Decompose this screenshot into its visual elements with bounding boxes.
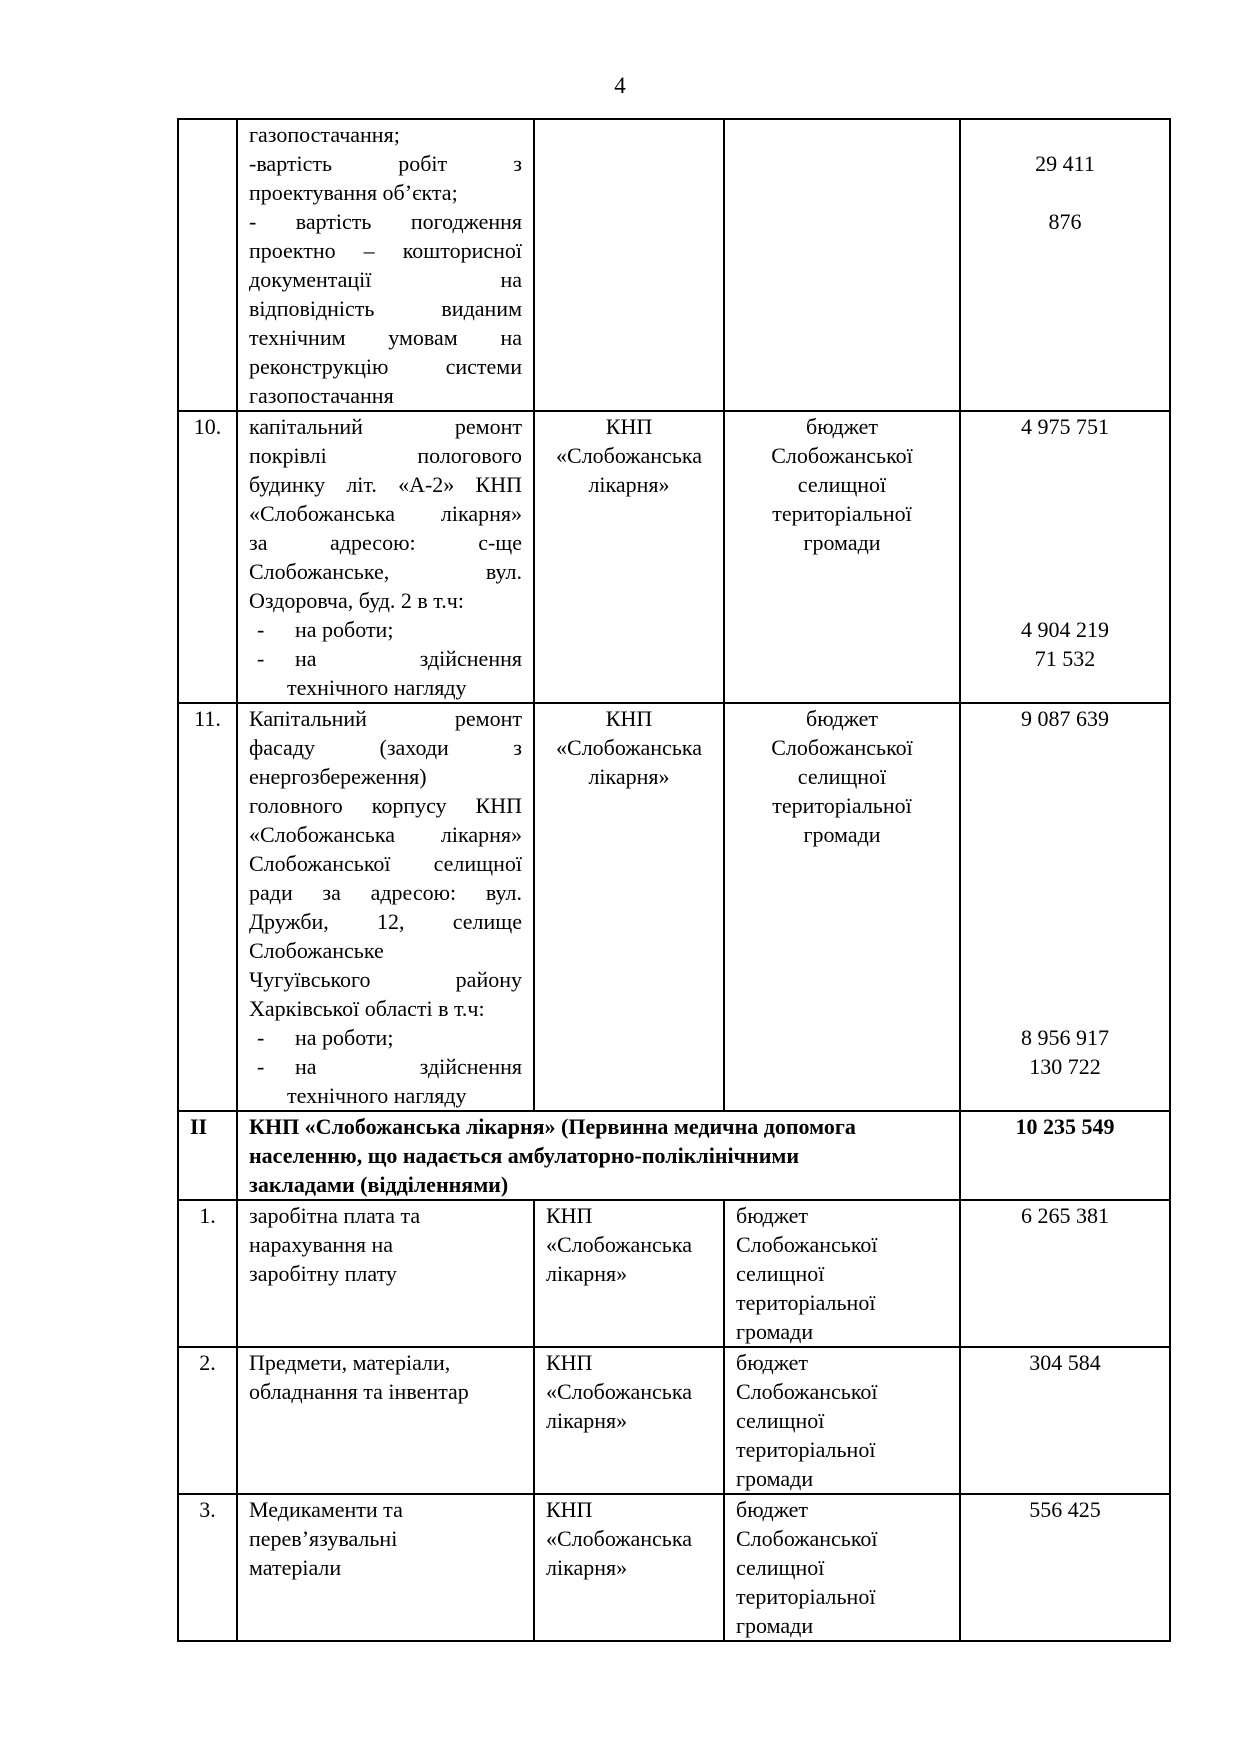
page-number: 4 [614,73,626,98]
section-title-line: КНП «Слобожанська лікарня» (Первинна медична допомога [249,1114,856,1139]
source-line: територіальної [772,793,912,818]
executor-line: КНП [605,706,653,731]
source-line: бюджет [806,706,878,731]
source-line: громади [803,822,881,847]
source-line: селищної [736,1408,825,1433]
name-line: -вартість робіт з [249,151,522,176]
row-number: 11. [178,703,237,1111]
executor-line: КНП [546,1350,593,1375]
name-line: за адресою: с-ще [249,530,522,555]
executor-line: «Слобожанська [546,1379,692,1404]
sub-item-label: на роботи; [295,617,394,642]
row-executor [534,119,724,411]
source-line: територіальної [736,1584,876,1609]
row-executor [534,703,724,1111]
sub-item: - на роботи; [257,1025,394,1050]
source-line: громади [736,1613,814,1638]
amount-line: 8 956 917 [1021,1025,1109,1050]
table-row [178,1200,1170,1347]
executor-line: лікарня» [546,1408,628,1433]
amount-total: 4 975 751 [1021,414,1109,439]
name-line: ради за адресою: вул. [249,880,522,905]
source-line: селищної [797,764,887,789]
amount-total: 9 087 639 [1021,706,1109,731]
executor-line: «Слобожанська [556,735,702,760]
name-line: реконструкцію системи [249,354,522,379]
row-amount: 6 265 381 [960,1200,1170,1347]
name-line: проектування об’єкта; [249,180,458,205]
row-amount: 556 425 [960,1494,1170,1641]
row-number: 10. [178,411,237,703]
source-line: територіальної [736,1290,876,1315]
row-executor [534,411,724,703]
row-name [237,1494,534,1641]
section-number: II [178,1111,237,1200]
amount-line [972,178,1158,207]
name-line: Слобожанське, вул. [249,559,522,584]
executor-line: «Слобожанська [556,443,702,468]
sub-item: - на здійснення [257,1054,522,1079]
amount-line: 876 [1048,209,1082,234]
source-line: громади [803,530,881,555]
row-executor [534,1494,724,1641]
source-line: бюджет [736,1203,808,1228]
name-line: газопостачання; [249,122,400,147]
source-line: бюджет [806,414,878,439]
name-line: проектно – кошторисної [249,238,522,263]
source-line: Слобожанської [736,1232,878,1257]
name-line: Чугуївського району [249,967,522,992]
executor-line: лікарня» [546,1261,628,1286]
name-line: енергозбереження) [249,764,427,789]
row-amount: 304 584 [960,1347,1170,1494]
name-line: перев’язувальні [249,1526,398,1551]
source-line: територіальної [736,1437,876,1462]
row-name [237,1347,534,1494]
name-line: відповідність виданим [249,296,522,321]
name-line: заробітна плата та [249,1203,421,1228]
row-name [237,703,534,1111]
source-line: громади [736,1319,814,1344]
name-line: головного корпусу КНП [249,793,522,818]
name-line: Харківської області в т.ч: [249,996,485,1021]
section-title [237,1111,960,1200]
section-total: 10 235 549 [960,1111,1170,1200]
table-row [178,1347,1170,1494]
name-line: Предмети, матеріали, [249,1350,451,1375]
source-line: селищної [736,1555,825,1580]
row-number [178,119,237,411]
source-line: селищної [797,472,887,497]
name-line: документації на [249,267,522,292]
table-row [178,411,1170,703]
executor-line: «Слобожанська [546,1526,692,1551]
amount-line: 29 411 [1035,151,1095,176]
table-row [178,1494,1170,1641]
table-row [178,119,1170,411]
source-line: Слобожанської [771,735,913,760]
row-number: 1. [178,1200,237,1347]
sub-item-continuation: технічного нагляду [287,675,467,700]
row-amount [960,411,1170,703]
amount-line [972,120,1158,149]
executor-line: лікарня» [546,1555,628,1580]
sub-item: - на роботи; [257,617,394,642]
row-amount [960,119,1170,411]
name-line: нарахування на [249,1232,394,1257]
source-line: громади [736,1466,814,1491]
name-line: Капітальний ремонт [249,706,522,731]
name-line: покрівлі пологового [249,443,522,468]
name-line: фасаду (заходи з [249,735,522,760]
section-title-line: населенню, що надається амбулаторно-поліклінічними [249,1143,800,1168]
sub-item-label: на здійснення [295,1054,522,1079]
name-line: капітальний ремонт [249,414,522,439]
source-line: бюджет [736,1350,808,1375]
name-line: обладнання та інвентар [249,1379,469,1404]
name-line: Медикаменти та [249,1497,403,1522]
sub-item: - на здійснення [257,646,522,671]
name-line: газопостачання [249,383,394,408]
name-line: «Слобожанська лікарня» [249,822,522,847]
row-source [724,1200,960,1347]
executor-line: КНП [546,1497,593,1522]
row-source [724,703,960,1111]
table-row [178,703,1170,1111]
row-source [724,411,960,703]
budget-table [177,118,1171,1642]
executor-line: КНП [605,414,653,439]
row-amount [960,703,1170,1111]
row-number: 3. [178,1494,237,1641]
executor-line: КНП [546,1203,593,1228]
name-line: матеріали [249,1555,342,1580]
source-line: Слобожанської [736,1379,878,1404]
amount-line: 71 532 [1034,646,1096,671]
row-name [237,411,534,703]
name-line: Слобожанської селищної [249,851,522,876]
source-line: бюджет [736,1497,808,1522]
section-title-line: закладами (відділеннями) [249,1172,509,1197]
section-row [178,1111,1170,1200]
source-line: селищної [736,1261,825,1286]
name-line: технічним умовам на [249,325,522,350]
row-executor [534,1347,724,1494]
row-source [724,1494,960,1641]
row-executor [534,1200,724,1347]
sub-item-continuation: технічного нагляду [287,1083,467,1108]
executor-line: лікарня» [588,764,670,789]
row-name [237,119,534,411]
name-line: Дружби, 12, селище [249,909,522,934]
name-line: - вартість погодження [249,209,522,234]
executor-line: «Слобожанська [546,1232,692,1257]
amount-line: 4 904 219 [1021,617,1109,642]
sub-item-label: на здійснення [295,646,522,671]
row-name [237,1200,534,1347]
name-line: Слобожанське [249,938,384,963]
name-line: заробітну плату [249,1261,397,1286]
source-line: територіальної [772,501,912,526]
executor-line: лікарня» [588,472,670,497]
source-line: Слобожанської [736,1526,878,1551]
source-line: Слобожанської [771,443,913,468]
sub-item-label: на роботи; [295,1025,394,1050]
name-line: будинку літ. «А-2» КНП [249,472,522,497]
name-line: Оздоровча, буд. 2 в т.ч: [249,588,464,613]
row-source [724,119,960,411]
row-number: 2. [178,1347,237,1494]
amount-line: 130 722 [1029,1054,1101,1079]
row-source [724,1347,960,1494]
name-line: «Слобожанська лікарня» [249,501,522,526]
